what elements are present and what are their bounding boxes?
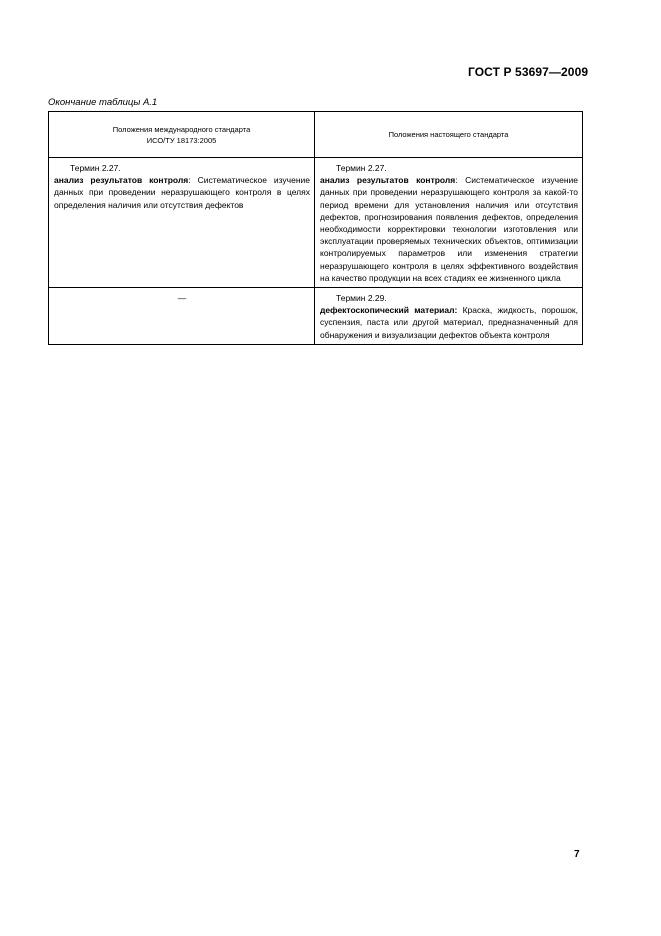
term-definition: Краска, жидкость, порошок, суспензия, паста или другой материал, предназначенный для обнаружения и визуализации дефектов объекта контроля <box>320 305 579 340</box>
empty-dash: — <box>177 293 187 304</box>
term-number: Термин 2.29. <box>336 293 387 304</box>
table-cell-left <box>49 288 315 345</box>
term-definition: : Систематическое изучение данных при проведении неразрушающего контроля в целях определения наличия или отсутствия дефектов <box>54 175 310 210</box>
term-number: Термин 2.27. <box>336 163 387 173</box>
table-cell-right <box>315 158 583 288</box>
term-name: анализ результатов контроля <box>320 175 456 186</box>
table-row <box>49 288 583 345</box>
header-international-line2: ИСО/ТУ 18173:2005 <box>146 135 217 145</box>
page-number: 7 <box>574 849 580 860</box>
term-name: дефектоскопический материал: <box>320 305 458 316</box>
document-standard-id: ГОСТ Р 53697—2009 <box>468 65 589 79</box>
header-current-standard <box>315 112 583 158</box>
header-international-standard <box>49 112 315 158</box>
table-cell-left <box>49 158 315 288</box>
term-definition: : Систематическое изучение данных при проведении неразрушающего контроля за какой-то период времени для установления наличия или отсутствия дефектов, прогнозирования появления дефектов, определения необходимости корректировки технологии изготовления или эксплуатации проверяемых технических объектов, оптимизации контролируемых параметров или изменения стратегии неразрушающего контроля в целях эффективного воздействия на качество продукции на всех стадиях ее жизненного цикла <box>320 175 578 283</box>
table-row <box>49 158 583 288</box>
term-name: анализ результатов контроля <box>54 175 189 186</box>
term-number: Термин 2.27. <box>70 163 121 173</box>
table-cell-right <box>315 288 583 345</box>
comparison-table <box>48 111 583 345</box>
table-caption: Окончание таблицы А.1 <box>48 97 158 108</box>
header-international-line1: Положения международного стандарта <box>112 124 251 134</box>
table-header-row <box>49 112 583 158</box>
header-current-line1: Положения настоящего стандарта <box>388 130 509 139</box>
